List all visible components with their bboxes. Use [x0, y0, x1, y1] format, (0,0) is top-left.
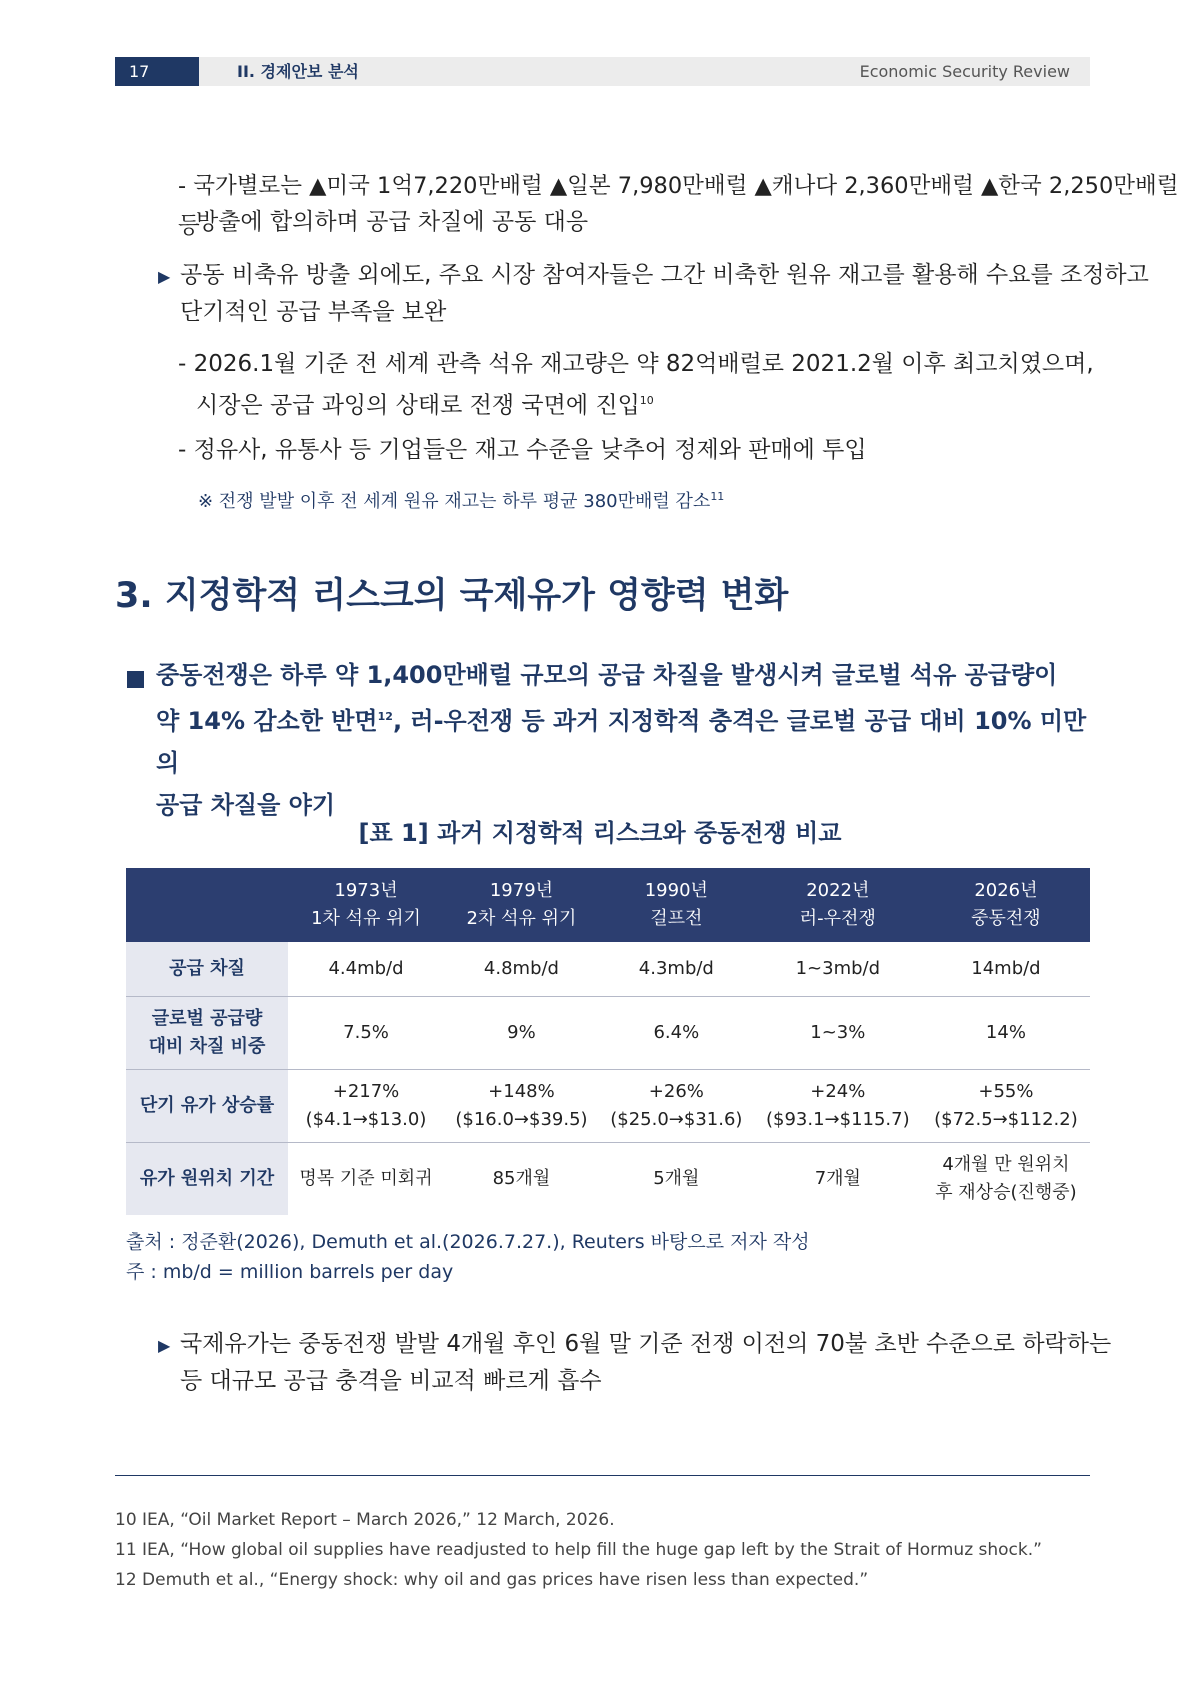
arrow-item-2-line2: 등 대규모 공급 충격을 비교적 빠르게 흡수 [180, 1368, 602, 1394]
table-cell: 7개월 [814, 1168, 861, 1189]
table-cell: +55% ($72.5→$112.2) [922, 1070, 1090, 1143]
col-header-1990: 1990년 걸프전 [599, 868, 754, 942]
row-header-recovery-period: 유가 원위치 기간 [126, 1143, 288, 1216]
arrow-item-2-line1: ▶ 국제유가는 중동전쟁 발발 4개월 후인 6월 말 기준 전쟁 이전의 70불 초반 수준으로 하락하는 [158, 1324, 1111, 1366]
table-cell: 14mb/d [922, 942, 1090, 997]
arrow-item-1-line2: 단기적인 공급 부족을 보완 [180, 299, 447, 325]
dash-item-2-line1: - 2026.1월 기준 전 세계 관측 석유 재고량은 약 82억배럴로 2021.2월 이후 최고치였으며, [178, 351, 1094, 377]
table-cell: 4.4mb/d [288, 942, 444, 997]
dash-item-2-line2: 시장은 공급 과잉의 상태로 전쟁 국면에 진입$^{10}$ [196, 392, 654, 419]
table-cell: 9% [444, 997, 599, 1070]
table-cell: 5개월 [653, 1168, 700, 1189]
table-cell: 14% [922, 997, 1090, 1070]
dash-item-1-line2: 방출에 합의하며 공급 차질에 공동 대응 [196, 209, 589, 235]
section-heading: 3. 지정학적 리스크의 국제유가 영향력 변화 [115, 576, 789, 616]
table-cell: 4개월 만 원위치 후 재상승(진행중) [935, 1154, 1077, 1203]
table-cell: +217% ($4.1→$13.0) [288, 1070, 444, 1143]
table-cell: 85개월 [492, 1168, 551, 1189]
table-corner [126, 868, 288, 942]
table-cell: +148% ($16.0→$39.5) [444, 1070, 599, 1143]
key-finding [156, 654, 1096, 826]
section-title: II. 경제안보 분석 [237, 62, 359, 81]
footnote-12: 12 Demuth et al., “Energy shock: why oil and gas prices have risen less than expected.” [115, 1570, 869, 1590]
key-finding-line3: 공급 차질을 야기 [156, 791, 335, 819]
col-header-1979: 1979년 2차 석유 위기 [444, 868, 599, 942]
publication-name: Economic Security Review [859, 62, 1070, 81]
footnote-divider [115, 1475, 1090, 1476]
triangle-bullet-icon: ▶ [158, 1336, 171, 1355]
arrow-item-1-line1: ▶ 공동 비축유 방출 외에도, 주요 시장 참여자들은 그간 비축한 원유 재고를 활용해 수요를 조정하고 [158, 255, 1149, 297]
col-header-2022: 2022년 러-우전쟁 [754, 868, 922, 942]
key-finding-line2: 약 14% 감소한 반면$^{12}$, 러-우전쟁 등 과거 지정학적 충격은 글로벌 공급 대비 10% 미만의 [156, 707, 1087, 777]
table-cell: 7.5% [288, 997, 444, 1070]
table-cell: +26% ($25.0→$31.6) [599, 1070, 754, 1143]
table-row [126, 1070, 1090, 1143]
dash-item-3: - 정유사, 유통사 등 기업들은 재고 수준을 낮추어 정제와 판매에 투입 [178, 437, 867, 463]
table-cell: 1~3mb/d [754, 942, 922, 997]
footnote-ref-10[interactable]: 10 [639, 394, 654, 407]
col-header-2026: 2026년 중동전쟁 [922, 868, 1090, 942]
table-header-row [126, 868, 1090, 942]
table-cell: 명목 기준 미회귀 [299, 1168, 433, 1189]
page-header [115, 57, 1090, 86]
row-header-supply-disruption: 공급 차질 [126, 942, 288, 997]
col-header-1973: 1973년 1차 석유 위기 [288, 868, 444, 942]
table-row [126, 997, 1090, 1070]
table-cell: 4.8mb/d [444, 942, 599, 997]
footnote-11: 11 IEA, “How global oil supplies have readjusted to help fill the huge gap left by the Strait of Hormuz shock.” [115, 1540, 1042, 1560]
footnote-10: 10 IEA, “Oil Market Report – March 2026,” 12 March, 2026. [115, 1510, 615, 1530]
table-row [126, 942, 1090, 997]
dash-item-1-line1: - 국가별로는 ▲미국 1억7,220만배럴 ▲일본 7,980만배럴 ▲캐나다 2,360만배럴 ▲한국 2,250만배럴 등 [178, 173, 1179, 239]
page-number: 17 [115, 57, 199, 86]
triangle-bullet-icon: ▶ [158, 267, 171, 286]
table-source: 출처 : 정준환(2026), Demuth et al.(2026.7.27.), Reuters 바탕으로 저자 작성 [126, 1231, 810, 1253]
comparison-table [126, 868, 1090, 1215]
table-note: 주 : mb/d = million barrels per day [126, 1261, 454, 1283]
key-finding-line1: 중동전쟁은 하루 약 1,400만배럴 규모의 공급 차질을 발생시켜 글로벌 석유 공급량이 [156, 661, 1058, 689]
square-bullet-icon [127, 671, 144, 688]
row-header-price-increase: 단기 유가 상승률 [126, 1070, 288, 1143]
table-row [126, 1143, 1090, 1216]
table-cell: 6.4% [599, 997, 754, 1070]
footnote-ref-12[interactable]: 12 [377, 710, 393, 723]
table-cell: +24% ($93.1→$115.7) [754, 1070, 922, 1143]
note-line: ※ 전쟁 발발 이후 전 세계 원유 재고는 하루 평균 380만배럴 감소$^{11}$ [198, 490, 725, 512]
footnote-ref-11[interactable]: 11 [710, 490, 725, 503]
table-cell: 1~3% [754, 997, 922, 1070]
table-caption: [표 1] 과거 지정학적 리스크와 중동전쟁 비교 [358, 819, 842, 847]
row-header-disruption-share: 글로벌 공급량 대비 차질 비중 [126, 997, 288, 1070]
table-cell: 4.3mb/d [599, 942, 754, 997]
